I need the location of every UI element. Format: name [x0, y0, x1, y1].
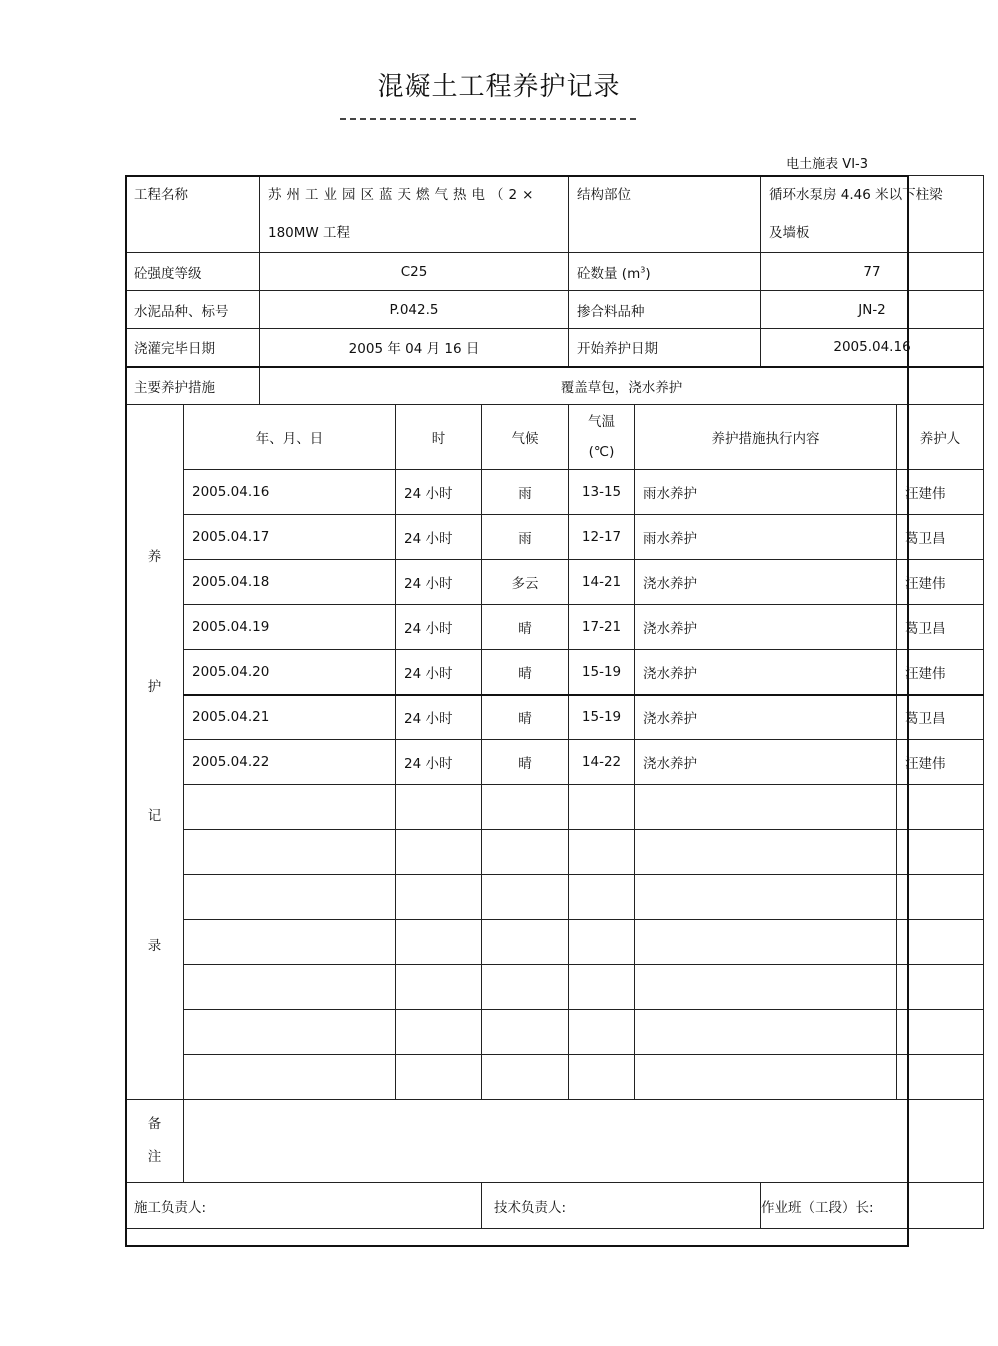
form-code: 电土施表 VI-3 [786, 157, 868, 172]
row-date: 2005.04.16 [184, 470, 396, 515]
row-date: 2005.04.18 [184, 560, 396, 605]
row-weather: 晴 [482, 740, 569, 785]
remarks-char-2: 注 [147, 1149, 162, 1165]
project-name-line2: 180MW 工程 [268, 225, 351, 241]
title-underline [340, 118, 636, 120]
strength-value: C25 [260, 253, 569, 291]
empty-row [126, 1010, 984, 1055]
row-weather: 晴 [482, 695, 569, 740]
row-content: 浇水养护 [635, 560, 897, 605]
table-row [126, 650, 984, 695]
row-person: 汪建伟 [897, 650, 984, 695]
table-row [126, 470, 984, 515]
remarks-content [184, 1100, 984, 1183]
side-char-4: 录 [147, 937, 162, 954]
empty-row [126, 920, 984, 965]
cure-start-value: 2005.04.16 [761, 329, 984, 367]
header-temp-line1: 气温 [588, 414, 616, 430]
cement-value: P.042.5 [260, 291, 569, 329]
pour-date-label: 浇灌完毕日期 [126, 329, 260, 367]
side-char-1: 养 [147, 549, 162, 565]
row-hours: 24 小时 [396, 740, 482, 785]
project-row [126, 176, 984, 253]
project-name-line1: 苏州工业园区蓝天燃气热电（2× [268, 187, 539, 203]
row-date: 2005.04.20 [184, 650, 396, 695]
volume-value: 77 [761, 253, 984, 291]
empty-row [126, 1055, 984, 1100]
row-content: 雨水养护 [635, 470, 897, 515]
row-content: 雨水养护 [635, 515, 897, 560]
row-date: 2005.04.17 [184, 515, 396, 560]
remarks-label [126, 1100, 184, 1183]
row-temp: 17-21 [569, 605, 635, 650]
curing-record-table [125, 175, 984, 1229]
table-row [126, 605, 984, 650]
row-temp: 14-21 [569, 560, 635, 605]
row-hours: 24 小时 [396, 605, 482, 650]
project-name-label: 工程名称 [126, 176, 260, 253]
row-date: 2005.04.19 [184, 605, 396, 650]
table-row [126, 740, 984, 785]
signature-row [126, 1183, 984, 1229]
page-title: 混凝土工程养护记录 [377, 72, 621, 102]
record-header-row [126, 405, 984, 470]
row-person: 汪建伟 [897, 470, 984, 515]
row-person: 汪建伟 [897, 740, 984, 785]
row-weather: 多云 [482, 560, 569, 605]
row-temp: 13-15 [569, 470, 635, 515]
side-char-3: 记 [147, 808, 162, 824]
table-row [126, 695, 984, 740]
volume-label-close: ) [645, 265, 651, 282]
structure-line2: 及墙板 [769, 225, 810, 241]
volume-label-text: 砼数量 (m [577, 265, 641, 282]
row-weather: 晴 [482, 605, 569, 650]
row-temp: 15-19 [569, 650, 635, 695]
cure-start-label: 开始养护日期 [569, 329, 761, 367]
row-hours: 24 小时 [396, 650, 482, 695]
measures-value: 覆盖草包，浇水养护 [260, 367, 984, 405]
row-person: 汪建伟 [897, 560, 984, 605]
cement-row [126, 291, 984, 329]
admixture-value: JN-2 [761, 291, 984, 329]
technical-lead: 技术负责人: [482, 1183, 761, 1229]
structure-line1: 循环水泵房 4.46 米以下柱梁 [769, 187, 943, 203]
header-temp-line2: (℃) [588, 444, 615, 460]
header-date: 年、月、日 [184, 405, 396, 470]
row-content: 浇水养护 [635, 740, 897, 785]
header-content: 养护措施执行内容 [635, 405, 897, 470]
admixture-label: 掺合料品种 [569, 291, 761, 329]
row-temp: 14-22 [569, 740, 635, 785]
row-hours: 24 小时 [396, 695, 482, 740]
volume-unit-sup: 3 [640, 265, 646, 274]
row-hours: 24 小时 [396, 560, 482, 605]
row-weather: 雨 [482, 515, 569, 560]
strength-row [126, 253, 984, 291]
project-name-value [260, 176, 569, 253]
row-person: 葛卫昌 [897, 515, 984, 560]
row-temp: 15-19 [569, 695, 635, 740]
pour-date-value: 2005 年 04 月 16 日 [260, 329, 569, 367]
row-weather: 晴 [482, 650, 569, 695]
remarks-char-1: 备 [147, 1115, 162, 1132]
row-content: 浇水养护 [635, 605, 897, 650]
header-temp [569, 405, 635, 470]
volume-label [569, 253, 761, 291]
row-date: 2005.04.21 [184, 695, 396, 740]
date-row [126, 329, 984, 367]
row-content: 浇水养护 [635, 695, 897, 740]
measures-label: 主要养护措施 [126, 367, 260, 405]
row-weather: 雨 [482, 470, 569, 515]
cement-label: 水泥品种、标号 [126, 291, 260, 329]
team-lead: 作业班（工段）长: [761, 1183, 984, 1229]
row-content: 浇水养护 [635, 650, 897, 695]
remarks-row [126, 1100, 984, 1183]
row-temp: 12-17 [569, 515, 635, 560]
table-row [126, 560, 984, 605]
measures-row [126, 367, 984, 405]
empty-row [126, 785, 984, 830]
construction-lead: 施工负责人: [126, 1183, 482, 1229]
row-date: 2005.04.22 [184, 740, 396, 785]
record-side-label [126, 405, 184, 1100]
empty-row [126, 875, 984, 920]
row-person: 葛卫昌 [897, 605, 984, 650]
empty-row [126, 965, 984, 1010]
header-weather: 气候 [482, 405, 569, 470]
header-person: 养护人 [897, 405, 984, 470]
side-char-2: 护 [147, 678, 162, 695]
header-hours: 时 [396, 405, 482, 470]
row-hours: 24 小时 [396, 470, 482, 515]
row-person: 葛卫昌 [897, 695, 984, 740]
structure-label: 结构部位 [569, 176, 761, 253]
empty-row [126, 830, 984, 875]
row-hours: 24 小时 [396, 515, 482, 560]
structure-value [761, 176, 984, 253]
table-row [126, 515, 984, 560]
strength-label: 砼强度等级 [126, 253, 260, 291]
